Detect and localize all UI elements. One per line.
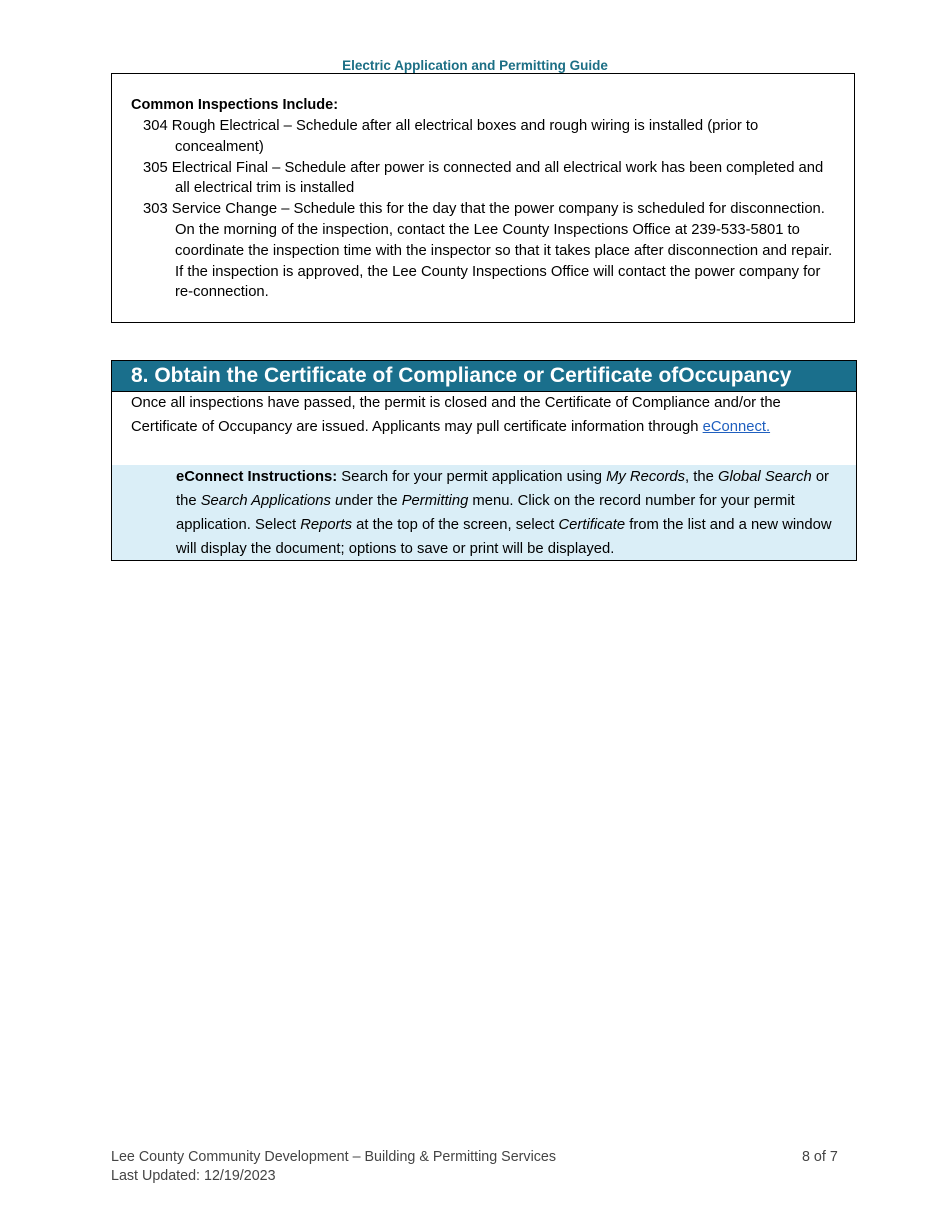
common-inspections-box (111, 73, 855, 323)
instructions-text-part: , the (685, 469, 718, 485)
footer-last-updated: Last Updated: 12/19/2023 (111, 1167, 276, 1184)
common-inspections-heading: Common Inspections Include: (131, 97, 339, 113)
instructions-text-part: menu. Click on the record number for your permit application. Select (176, 493, 795, 533)
instructions-text-part: or the (176, 469, 829, 509)
inspection-list (143, 116, 833, 303)
certificate-term: Certificate (558, 517, 626, 533)
instructions-text-part: Search for your permit application using (337, 469, 607, 485)
footer-page-number: 8 of 7 (802, 1149, 838, 1165)
section-8-title: 8. Obtain the Certificate of Compliance or Certificate ofOccupancy (131, 364, 792, 387)
instructions-text-part: from the list and a new window will display the document; options to save or print will be displayed. (176, 517, 832, 557)
econnect-instructions-label: eConnect Instructions: (176, 469, 338, 485)
econnect-link[interactable]: eConnect. (702, 419, 771, 435)
permitting-term: Permitting (401, 493, 469, 509)
econnect-instructions-panel (112, 465, 856, 560)
reports-term: Reports (300, 517, 353, 533)
footer-left (111, 1148, 556, 1185)
econnect-instructions-text (176, 465, 840, 561)
my-records-term: My Records (606, 469, 686, 485)
section-8-box (111, 360, 857, 561)
search-applications-term: Search Applications u (200, 493, 344, 509)
section-8-body (131, 391, 841, 439)
section-8-body-text: Once all inspections have passed, the permit is closed and the Certificate of Compliance and/or the Certificate of Occupancy are issued. Applicants may pull certificate information through (131, 395, 781, 435)
instructions-text-part: nder the (343, 493, 402, 509)
global-search-term: Global Search (717, 469, 812, 485)
inspection-item-304: 304 Rough Electrical – Schedule after all electrical boxes and rough wiring is installed (prior to concealment) (143, 118, 759, 155)
section-8-title-bar (112, 361, 856, 392)
inspection-item-305: 305 Electrical Final – Schedule after power is connected and all electrical work has been completed and all electrical trim is installed (143, 159, 824, 197)
instructions-text-part: at the top of the screen, select (352, 517, 559, 533)
footer-organization: Lee County Community Development – Building & Permitting Services (111, 1149, 556, 1165)
page-header-title: Electric Application and Permitting Guide (342, 58, 608, 73)
inspection-item-303: 303 Service Change – Schedule this for the day that the power company is scheduled for disconnection. On the morning of the inspection, contact the Lee County Inspections Office at 239-533-5801 to coordinate the inspection time with the inspector so that it takes place after disconnection and repair. If the inspection is approved, the Lee County Inspections Office will contact the power company for re-connection. (143, 201, 833, 301)
